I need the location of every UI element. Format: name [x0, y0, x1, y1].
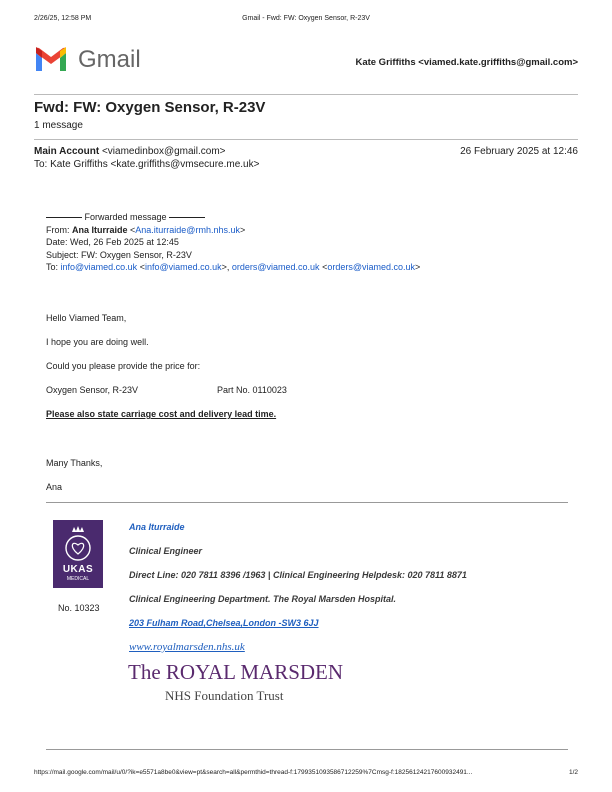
footer-divider: [46, 749, 568, 750]
sender-email: <viamedinbox@gmail.com>: [101, 146, 226, 157]
ukas-text: UKAS: [62, 564, 94, 575]
signature-divider: [46, 502, 568, 503]
forwarded-from: From: Ana Iturraide <Ana.iturraide@rmh.nhs.uk>: [46, 224, 246, 235]
print-url: https://mail.google.com/mail/u/0/?ik=e5571a8be0&view=pt&search=all&permthid=thread-f:1799351093586712259%7Cmsg-f:18256124217600932491...: [34, 769, 473, 776]
body-part-number: Part No. 0110023: [217, 385, 287, 395]
to-email-link[interactable]: orders@viamed.co.uk: [231, 262, 320, 272]
divider: [34, 94, 578, 95]
body-note: Please also state carriage cost and delivery lead time.: [46, 409, 277, 419]
signature-phone: Direct Line: 020 7811 8396 /1963 | Clinical Engineering Helpdesk: 020 7811 8871: [129, 570, 467, 580]
account-label: Kate Griffiths <viamed.kate.griffiths@gmail.com>: [355, 57, 578, 68]
signature-department: Clinical Engineering Department. The Royal Marsden Hospital.: [129, 594, 397, 604]
signature-website-link[interactable]: www.royalmarsden.nhs.uk: [129, 641, 245, 653]
royal-marsden-logo: The ROYAL MARSDEN: [128, 660, 344, 684]
forwarded-marker: Forwarded message: [46, 211, 420, 224]
body-line: I hope you are doing well.: [46, 337, 149, 347]
forwarded-subject: Subject: FW: Oxygen Sensor, R-23V: [46, 249, 192, 260]
message-count: 1 message: [34, 120, 83, 131]
sender-name: Main Account: [34, 146, 100, 157]
print-page-title: Gmail - Fwd: FW: Oxygen Sensor, R-23V: [242, 15, 370, 22]
forwarded-header: [46, 211, 420, 274]
body-thanks: Many Thanks,: [46, 458, 103, 468]
royal-marsden-subtitle: NHS Foundation Trust: [165, 688, 284, 703]
divider: [34, 139, 578, 140]
forwarded-date: Date: Wed, 26 Feb 2025 at 12:45: [46, 237, 179, 247]
to-email-link[interactable]: info@viamed.co.uk: [60, 262, 138, 272]
message-recipient: To: Kate Griffiths <kate.griffiths@vmsecure.me.uk>: [34, 159, 260, 170]
ukas-crown-icon: [53, 524, 103, 564]
body-item: Oxygen Sensor, R-23V: [46, 385, 139, 395]
print-datetime: 2/26/25, 12:58 PM: [34, 15, 92, 22]
forwarded-from-email-link[interactable]: Ana.iturraide@rmh.nhs.uk: [135, 224, 240, 235]
ukas-subtext: MEDICAL: [66, 576, 90, 582]
signature-address-link[interactable]: 203 Fulham Road,Chelsea,London -SW3 6JJ: [129, 618, 319, 628]
body-name: Ana: [46, 482, 63, 492]
to-email-link[interactable]: info@viamed.co.uk: [144, 262, 222, 272]
message-date: 26 February 2025 at 12:46: [460, 146, 578, 157]
gmail-logo-text: Gmail: [78, 46, 141, 73]
ukas-number: No. 10323: [58, 603, 100, 613]
body-line: Could you please provide the price for:: [46, 361, 201, 371]
gmail-logo-icon: [34, 47, 68, 73]
signature-title: Clinical Engineer: [129, 546, 203, 556]
thread-subject: Fwd: FW: Oxygen Sensor, R-23V: [34, 99, 266, 116]
signature-name: Ana Iturraide: [129, 522, 185, 532]
print-page-number: 1/2: [568, 769, 578, 776]
body-greeting: Hello Viamed Team,: [46, 313, 127, 323]
to-email-link[interactable]: orders@viamed.co.uk: [327, 262, 415, 272]
message-sender: [34, 146, 226, 157]
ukas-logo: [53, 520, 103, 588]
forwarded-to: To: info@viamed.co.uk <info@viamed.co.uk>, orders@viamed.co.uk <orders@viamed.co.uk>: [46, 262, 421, 272]
